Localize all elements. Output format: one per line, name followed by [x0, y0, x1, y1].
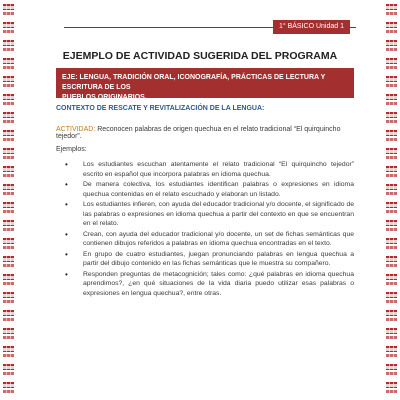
bullet-icon: •: [65, 229, 68, 239]
list-item: [56, 180, 354, 199]
list-item-text: Los estudiantes infieren, con ayuda del educador tradicional y/o docente, el significado de las palabras o expresiones en idioma quechua a partir del contexto en que se encuentran en el relato.: [83, 201, 354, 228]
bullet-icon: •: [65, 160, 68, 169]
bullet-icon: •: [65, 180, 68, 189]
list-item: [56, 230, 354, 249]
activity-statement: [56, 126, 356, 140]
eje-line-1: EJE: LENGUA, TRADICIÓN ORAL, ICONOGRAFÍA, PRÁCTICAS DE LECTURA Y ESCRITURA DE LOS: [62, 74, 326, 91]
eje-line-2: PUEBLOS ORIGINARIOS.: [62, 94, 147, 101]
list-item: [56, 270, 354, 299]
unit-tag: 1° BÁSICO Unidad 1: [273, 20, 350, 34]
list-item-text: En grupo de cuatro estudiantes, juegan pronunciando palabras en lengua quechua a partir del dibujo contenido en las fichas semánticas que le muestra su compañero.: [83, 250, 354, 268]
list-item: [56, 250, 354, 269]
section-title: CONTEXTO DE RESCATE Y REVITALIZACIÓN DE LA LENGUA:: [56, 105, 265, 112]
bullet-icon: •: [65, 200, 68, 209]
list-item-text: Los estudiantes escuchan atentamente el relato tradicional “El quirquincho tejedor” escrito en español que incorpora palabras en idioma quechua.: [83, 161, 354, 178]
list-item-text: Crean, con ayuda del educador tradicional y/o docente, un set de fichas semánticas que contienen dibujos referidos a palabras en idioma quechua encontradas en el texto.: [83, 230, 354, 248]
bullet-icon: •: [65, 249, 68, 259]
eje-banner: [56, 68, 354, 101]
examples-label: Ejemplos:: [56, 146, 87, 153]
list-item-text: De manera colectiva, los estudiantes identifican palabras o expresiones en idioma quechua contenidas en el relato escuchado y elaboran un listado.: [83, 181, 354, 198]
page-title: EJEMPLO DE ACTIVIDAD SUGERIDA DEL PROGRAMA: [62, 50, 338, 62]
list-item: [56, 160, 354, 179]
examples-list: [56, 160, 354, 299]
list-item-text: Responden preguntas de metacognición; tales como: ¿qué palabras en idioma quechua aprendimos?, ¿en qué situaciones de la vida diaria puedo utilizar esas palabras o expresiones en lengua quechua?, entre otras.: [83, 270, 354, 298]
bullet-icon: •: [65, 269, 68, 279]
activity-label: ACTIVIDAD:: [56, 126, 96, 133]
list-item: [56, 200, 354, 229]
activity-text: Reconocen palabras de origen quechua en el relato tradicional “El quirquincho tejedor”.: [56, 126, 341, 140]
